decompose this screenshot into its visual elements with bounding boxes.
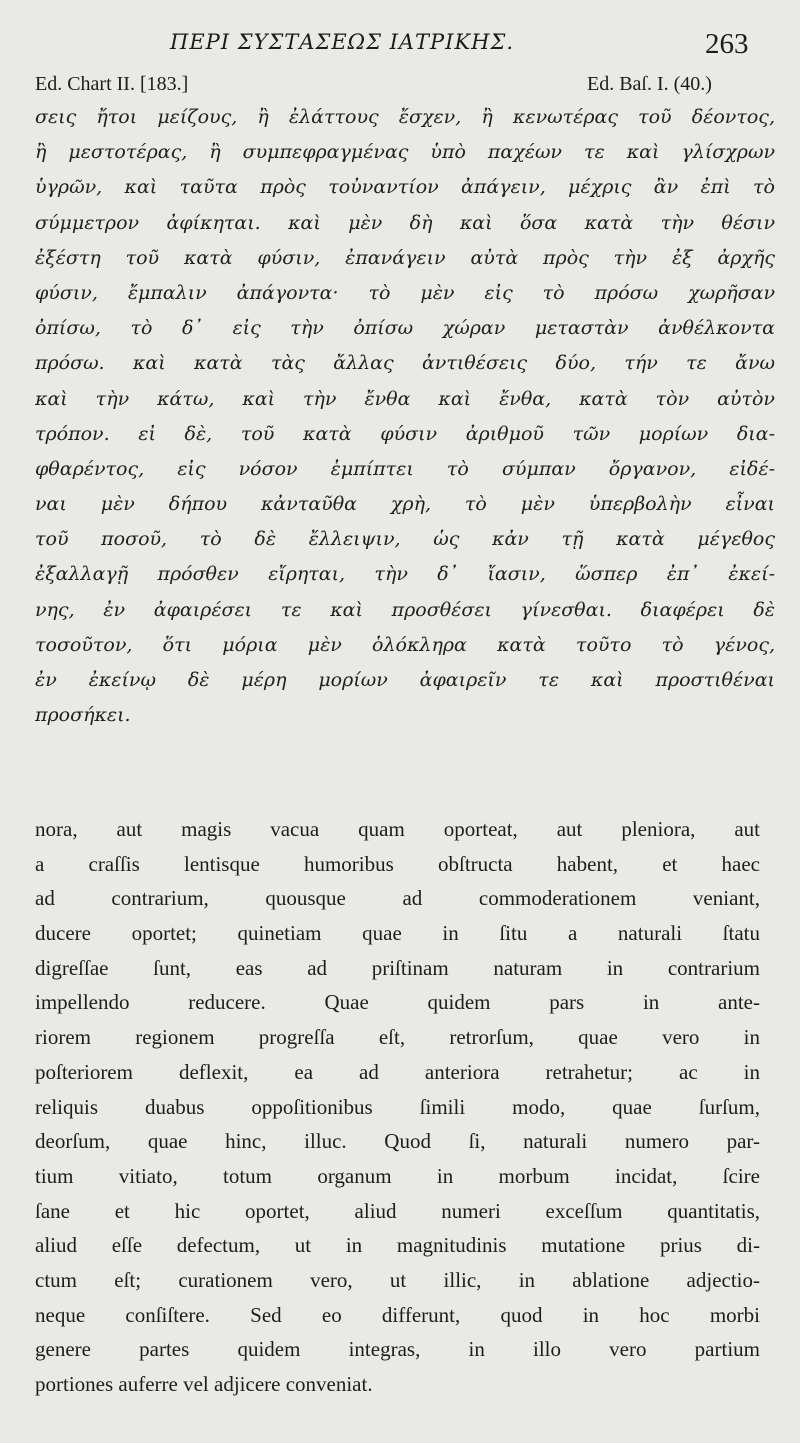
latin-text-line: neque conſiſtere. Sed eo differunt, quod in hoc morbi bbox=[35, 1302, 760, 1327]
latin-text-line: nora, aut magis vacua quam oporteat, aut pleniora, aut bbox=[35, 817, 760, 841]
latin-text-line: poſteriorem deflexit, ea ad anteriora retrahetur; ac in bbox=[35, 1059, 760, 1084]
latin-text-line: digreſſae ſunt, eas ad priſtinam naturam in contrarium bbox=[35, 955, 760, 980]
greek-text-line: πρόσω. καὶ κατὰ τὰς ἄλλας ἀντιθέσεις δύο, τήν τε ἄνω bbox=[35, 352, 775, 375]
latin-text-line: impellendo reducere. Quae quidem pars in ante- bbox=[35, 990, 760, 1015]
greek-text-line: φύσιν, ἔμπαλιν ἀπάγοντα· τὸ μὲν εἰς τὸ πρόσω χωρῆσαν bbox=[35, 281, 775, 304]
latin-text-line: genere partes quidem integras, in illo vero partium bbox=[35, 1337, 760, 1362]
running-head: ΠΕΡΙ ΣΥΣΤΑΣΕΩΣ ΙΑΤΡΙΚΗΣ. bbox=[170, 30, 515, 54]
latin-text-line: aliud eſſe defectum, ut in magnitudinis mutatione prius di- bbox=[35, 1233, 760, 1258]
greek-text-line: νης, ἐν ἀφαιρέσει τε καὶ προσθέσει γίνεσθαι. διαφέρει δὲ bbox=[35, 598, 775, 621]
latin-text-line: ducere oportet; quinetiam quae in ſitu a naturali ſtatu bbox=[35, 921, 760, 946]
latin-text-line: tium vitiato, totum organum in morbum incidat, ſcire bbox=[35, 1163, 760, 1188]
greek-text-line: προσήκει. bbox=[35, 704, 131, 727]
greek-text-block bbox=[35, 100, 775, 733]
greek-text-line: τοῦ ποσοῦ, τὸ δὲ ἔλλειψιν, ὡς κἀν τῇ κατὰ μέγεθος bbox=[35, 528, 775, 551]
greek-text-line: τρόπον. εἰ δὲ, τοῦ κατὰ φύσιν ἀριθμοῦ τῶν μορίων δια- bbox=[35, 422, 775, 445]
edition-reference-chart: Ed. Chart II. [183.] bbox=[35, 73, 189, 95]
latin-text-line: deorſum, quae hinc, illuc. Quod ſi, naturali numero par- bbox=[35, 1129, 760, 1154]
latin-text-line: ctum eſt; curationem vero, ut illic, in ablatione adjectio- bbox=[35, 1267, 760, 1292]
greek-text-line: ἢ μεστοτέρας, ἢ συμπεφραγμένας ὑπὸ παχέων τε καὶ γλίσχρων bbox=[35, 141, 775, 164]
greek-text-line: ναι μὲν δήπου κἀνταῦθα χρὴ, τὸ μὲν ὑπερβολὴν εἶναι bbox=[35, 493, 775, 516]
latin-text-line: a craſſis lentisque humoribus obſtructa habent, et haec bbox=[35, 851, 760, 876]
greek-text-line: σύμμετρον ἀφίκηται. καὶ μὲν δὴ καὶ ὅσα κατὰ τὴν θέσιν bbox=[35, 211, 775, 234]
latin-text-line: ſane et hic oportet, aliud numeri exceſſum quantitatis, bbox=[35, 1198, 760, 1223]
greek-text-line: ὀπίσω, τὸ δ᾽ εἰς τὴν ὀπίσω χώραν μεταστὰν ἀνθέλκοντα bbox=[35, 317, 775, 340]
page-number: 263 bbox=[705, 28, 749, 60]
greek-text-line: ἐν ἐκείνῳ δὲ μέρη μορίων ἀφαιρεῖν τε καὶ προστιθέναι bbox=[35, 669, 775, 691]
latin-text-line: riorem regionem progreſſa eſt, retrorſum, quae vero in bbox=[35, 1025, 760, 1050]
greek-text-line: ὑγρῶν, καὶ ταῦτα πρὸς τοὐναντίον ἀπάγειν, μέχρις ἂν ἐπὶ τὸ bbox=[35, 176, 775, 199]
greek-text-line: φθαρέντος, εἰς νόσον ἐμπίπτει τὸ σύμπαν ὄργανον, εἰδέ- bbox=[35, 457, 775, 480]
latin-text-line: ad contrarium, quousque ad commoderationem veniant, bbox=[35, 886, 760, 911]
greek-text-line: ἐξέστη τοῦ κατὰ φύσιν, ἐπανάγειν αὐτὰ πρὸς τὴν ἐξ ἀρχῆς bbox=[35, 246, 775, 269]
greek-text-line: καὶ τὴν κάτω, καὶ τὴν ἔνθα καὶ ἔνθα, κατὰ τὸν αὐτὸν bbox=[35, 387, 775, 410]
greek-text-line: σεις ἤτοι μείζους, ἢ ἐλάττους ἔσχεν, ἢ κενωτέρας τοῦ δέοντος, bbox=[35, 106, 775, 128]
greek-text-line: ἐξαλλαγῇ πρόσθεν εἴρηται, τὴν δ᾽ ἴασιν, ὥσπερ ἐπ᾽ ἐκεί- bbox=[35, 563, 775, 586]
latin-text-block bbox=[35, 812, 760, 1402]
latin-text-line: reliquis duabus oppoſitionibus ſimili modo, quae ſurſum, bbox=[35, 1094, 760, 1119]
latin-text-line: portiones auferre vel adjicere conveniat. bbox=[35, 1372, 373, 1396]
greek-text-line: τοσοῦτον, ὅτι μόρια μὲν ὁλόκληρα κατὰ τοῦτο τὸ γένος, bbox=[35, 633, 775, 656]
edition-reference-basel: Ed. Baſ. I. (40.) bbox=[587, 73, 712, 95]
